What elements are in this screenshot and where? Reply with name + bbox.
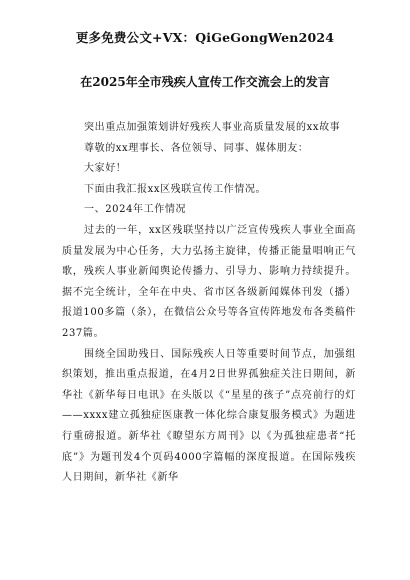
body-paragraph: 围绕全国助残日、国际残疾人日等重要时间节点，加强组织策划，推出重点报道，在4月2日世界孤独症关注日期间，新华社《新华每日电讯》在头版以《“星星的孩子”点亮前行的灯——xxxx建立孤独症医康教一体化综合康复服务模式》为题进行重磅报道。新华社《瞭望东方周刊》以《为孤独症患者“托底”》为题刊发4个页码4000字篇幅的深度报道。在国际残疾人日期间，新华社《新华 [62,348,356,484]
document-body [62,118,356,489]
body-paragraph: 过去的一年，xx区残联坚持以广泛宣传残疾人事业全面高质量发展为中心任务，大力弘扬主旋律，传播正能量唱响正气歌，残疾人事业新闻舆论传播力、引导力、影响力持续提升。据不完全统计，全年在中央、省市区各级新闻媒体刊发（播）报道100多篇（条），在微信公众号等各宣传阵地发布各类稿件237篇。 [62,224,356,339]
subtitle-paragraph: 突出重点加强策划讲好残疾人事业高质量发展的xx故事 [84,122,341,133]
promo-header: 更多免费公文+VX：QiGeGongWen2024 [75,30,335,45]
salutation-paragraph: 尊敬的xx理事长、各位领导、同事、媒体朋友： [84,142,309,154]
greeting-paragraph: 大家好！ [84,163,127,175]
section-heading: 一、2024年工作情况 [84,204,187,216]
intro-paragraph: 下面由我汇报xx区残联宣传工作情况。 [84,183,267,195]
document-title: 在2025年全市残疾人宣传工作交流会上的发言 [80,75,330,89]
